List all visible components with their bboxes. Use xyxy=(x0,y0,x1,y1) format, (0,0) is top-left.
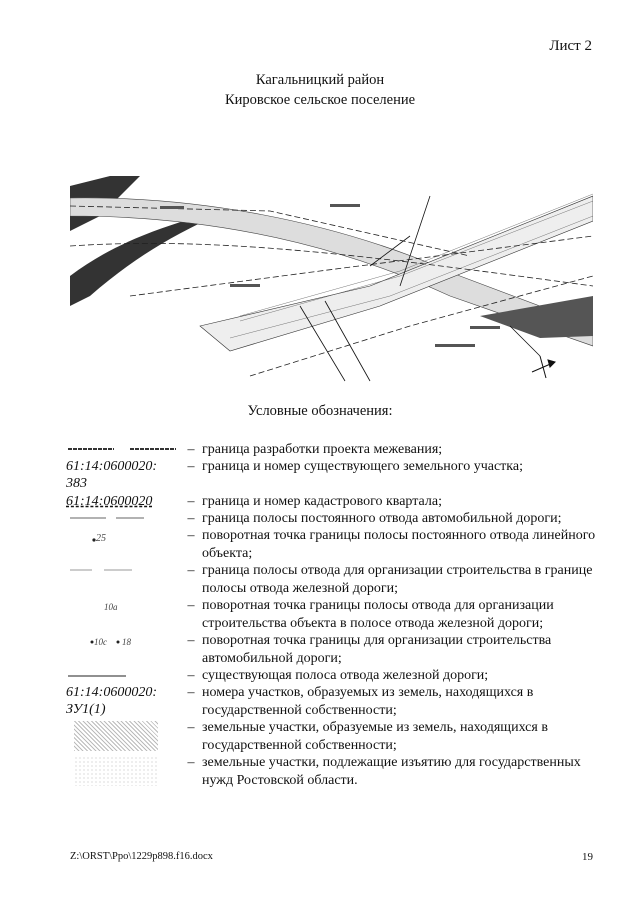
dotted-area-icon xyxy=(74,756,158,786)
gray-dashed-line-icon xyxy=(66,562,180,579)
legend-dash: – xyxy=(187,685,195,700)
legend-text: поворотная точка границы полосы постоянного отвода линейного объекта; xyxy=(202,528,596,561)
legend-symbol xyxy=(66,719,180,737)
legend-symbol: 61:14:0600020: 383 xyxy=(66,459,157,491)
legend-dash: – xyxy=(187,633,195,648)
legend-text: номера участков, образуемых из земель, находящихся в государственной собственности; xyxy=(202,685,534,718)
legend-text: существующая полоса отвода железной дороги; xyxy=(202,668,489,683)
footer-file-path: Z:\ORST\Ppo\1229p898.f16.docx xyxy=(70,851,213,862)
point-dot-icon xyxy=(90,536,100,546)
legend-dash: – xyxy=(187,668,195,683)
legend-symbol xyxy=(66,632,180,650)
legend-symbol xyxy=(66,754,180,772)
legend-dash: – xyxy=(187,459,195,474)
legend-text: граница и номер существующего земельного участка; xyxy=(202,459,523,474)
legend-dash: – xyxy=(187,494,195,509)
legend-dash: – xyxy=(187,755,195,770)
legend-text: поворотная точка границы для организации строительства автомобильной дороги; xyxy=(202,633,552,666)
legend-title: Условные обозначения: xyxy=(247,403,393,419)
legend-text: земельные участки, образуемые из земель, находящихся в государственной собственности; xyxy=(202,720,548,753)
legend-row xyxy=(66,493,606,510)
legend-symbol xyxy=(66,562,180,585)
legend-dash: – xyxy=(187,720,195,735)
legend-text: граница разработки проекта межевания; xyxy=(202,442,443,457)
hatched-area-icon xyxy=(74,721,158,751)
point-label: 10a xyxy=(104,602,118,612)
legend-dash: – xyxy=(187,511,195,526)
legend-row xyxy=(66,719,606,754)
legend-row xyxy=(66,684,606,719)
legend-row xyxy=(66,527,606,562)
legend-symbol xyxy=(66,527,180,545)
survey-map xyxy=(70,176,593,388)
point-label: 10c xyxy=(94,637,107,647)
legend-text: граница и номер кадастрового квартала; xyxy=(202,494,442,509)
legend-text: граница полосы отвода для организации строительства в границе полосы отвода железной дороги; xyxy=(202,563,593,596)
legend-row xyxy=(66,754,606,789)
legend-row xyxy=(66,667,606,684)
legend-symbol xyxy=(66,597,180,615)
legend-row xyxy=(66,458,606,493)
legend-row xyxy=(66,441,606,458)
solid-line-icon xyxy=(66,667,180,684)
sheet-label: Лист 2 xyxy=(549,38,592,54)
settlement-name: Кировское сельское поселение xyxy=(224,92,416,108)
page-number: 19 xyxy=(582,851,593,863)
point-label: 18 xyxy=(122,637,131,647)
dashed-double-line-icon xyxy=(66,441,180,458)
thin-dashed-line-icon xyxy=(66,510,180,527)
legend-text: земельные участки, подлежащие изъятию для государственных нужд Ростовской области. xyxy=(202,755,581,788)
legend-dash: – xyxy=(187,563,195,578)
legend-dash: – xyxy=(187,598,195,613)
district-name: Кагальницкий район xyxy=(255,72,385,88)
legend-text: поворотная точка границы полосы отвода для организации строительства объекта в полосе отвода железной дороги; xyxy=(202,598,554,631)
legend-dash: – xyxy=(187,528,195,543)
page-header xyxy=(0,70,640,110)
point-label: 25 xyxy=(96,533,106,544)
legend-symbol: 61:14:0600020: ЗУ1(1) xyxy=(66,685,157,717)
legend-row xyxy=(66,510,606,527)
legend-dash: – xyxy=(187,442,195,457)
legend xyxy=(66,441,606,789)
legend-row xyxy=(66,562,606,597)
legend-symbol: 61:14:0600020 xyxy=(66,494,153,509)
legend-row xyxy=(66,632,606,667)
legend-text: граница полосы постоянного отвода автомобильной дороги; xyxy=(202,511,562,526)
legend-row xyxy=(66,597,606,632)
